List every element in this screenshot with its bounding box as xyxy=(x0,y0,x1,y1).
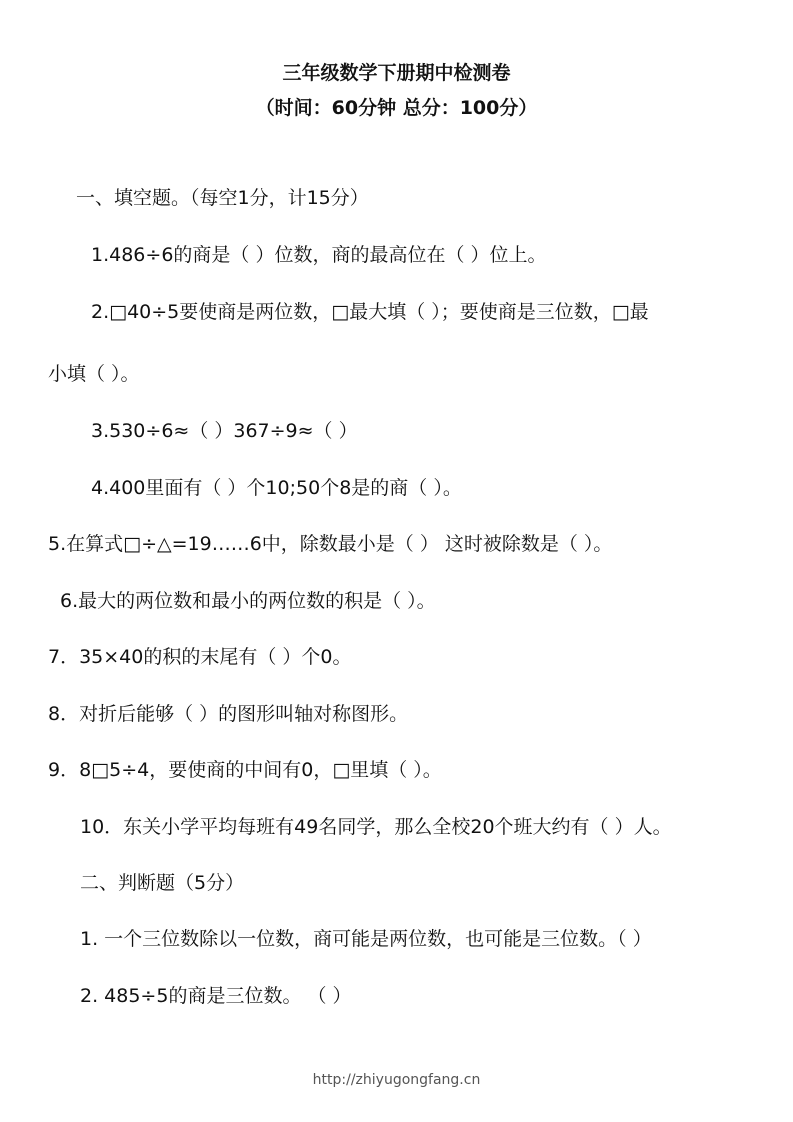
section-heading-true-false: 二、判断题（5分） xyxy=(80,872,245,894)
page-title: 三年级数学下册期中检测卷 xyxy=(282,62,511,84)
question-item: 2. 485÷5的商是三位数。 （ ） xyxy=(80,985,352,1007)
question-item: 1.486÷6的商是（ ）位数，商的最高位在（ ）位上。 xyxy=(91,244,547,266)
question-item-continuation: 小填（ ）。 xyxy=(48,363,140,385)
question-item: 3.530÷6≈（ ）367÷9≈（ ） xyxy=(91,420,358,442)
question-item: 8．对折后能够（ ）的图形叫轴对称图形。 xyxy=(48,703,409,725)
footer-url: http://zhiyugongfang.cn xyxy=(312,1072,481,1088)
question-item: 2.□40÷5要使商是两位数，□最大填（ ）；要使商是三位数，□最 xyxy=(91,301,649,323)
question-item: 7．35×40的积的末尾有（ ）个0。 xyxy=(48,646,352,668)
question-item: 10．东关小学平均每班有49名同学，那么全校20个班大约有（ ）人。 xyxy=(80,816,672,838)
question-item: 5.在算式□÷△=19……6中，除数最小是（ ） 这时被除数是（ ）。 xyxy=(48,533,613,555)
question-item: 1. 一个三位数除以一位数，商可能是两位数，也可能是三位数。（ ） xyxy=(80,928,652,950)
question-item: 4.400里面有（ ）个10;50个8是的商（ ）。 xyxy=(91,477,462,499)
question-item: 6.最大的两位数和最小的两位数的积是（ ）。 xyxy=(60,590,436,612)
page-subtitle: （时间：60分钟 总分：100分） xyxy=(255,97,538,119)
question-item: 9．8□5÷4，要使商的中间有0，□里填（ ）。 xyxy=(48,759,442,781)
section-heading-fill-blank: 一、填空题。（每空1分，计15分） xyxy=(76,187,369,209)
